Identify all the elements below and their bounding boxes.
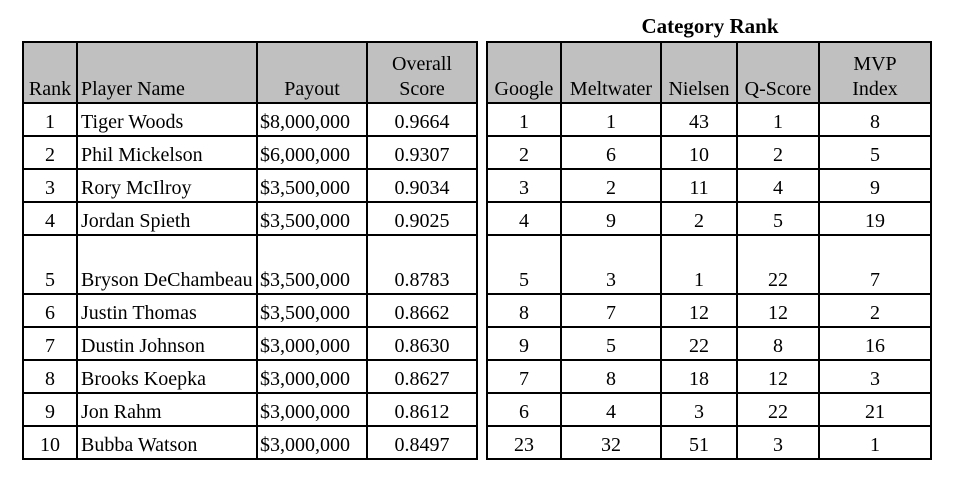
nielsen-rank-cell: 3 (661, 393, 737, 426)
mvp-index-rank-cell: 2 (819, 294, 931, 327)
header-q-score: Q-Score (737, 42, 819, 103)
category-rank-table (486, 41, 932, 460)
overall-score-cell: 0.9307 (367, 136, 477, 169)
q-score-rank-cell: 8 (737, 327, 819, 360)
rank-cell: 7 (23, 327, 77, 360)
google-rank-cell: 9 (487, 327, 561, 360)
payout-cell: $3,000,000 (257, 360, 367, 393)
player-name-cell: Jon Rahm (77, 393, 257, 426)
overall-score-cell: 0.9025 (367, 202, 477, 235)
overall-score-cell: 0.8662 (367, 294, 477, 327)
payout-cell: $6,000,000 (257, 136, 367, 169)
q-score-rank-cell: 12 (737, 360, 819, 393)
payout-cell: $8,000,000 (257, 103, 367, 136)
header-meltwater: Meltwater (561, 42, 661, 103)
google-rank-cell: 23 (487, 426, 561, 459)
q-score-rank-cell: 22 (737, 393, 819, 426)
payout-cell: $3,500,000 (257, 294, 367, 327)
google-rank-cell: 3 (487, 169, 561, 202)
payout-cell: $3,000,000 (257, 327, 367, 360)
nielsen-rank-cell: 10 (661, 136, 737, 169)
overall-score-cell: 0.8612 (367, 393, 477, 426)
overall-score-cell: 0.9034 (367, 169, 477, 202)
mvp-index-rank-cell: 9 (819, 169, 931, 202)
google-rank-cell: 4 (487, 202, 561, 235)
player-name-cell: Jordan Spieth (77, 202, 257, 235)
q-score-rank-cell: 5 (737, 202, 819, 235)
rank-cell: 6 (23, 294, 77, 327)
player-name-cell: Bubba Watson (77, 426, 257, 459)
meltwater-rank-cell: 7 (561, 294, 661, 327)
q-score-rank-cell: 3 (737, 426, 819, 459)
meltwater-rank-cell: 1 (561, 103, 661, 136)
mvp-index-rank-cell: 19 (819, 202, 931, 235)
overall-score-cell: 0.8783 (367, 235, 477, 294)
table-row (487, 426, 931, 459)
mvp-index-rank-cell: 8 (819, 103, 931, 136)
q-score-rank-cell: 2 (737, 136, 819, 169)
meltwater-rank-cell: 32 (561, 426, 661, 459)
player-name-cell: Justin Thomas (77, 294, 257, 327)
nielsen-rank-cell: 51 (661, 426, 737, 459)
rank-cell: 1 (23, 103, 77, 136)
rank-cell: 3 (23, 169, 77, 202)
mvp-index-rank-cell: 7 (819, 235, 931, 294)
header-payout: Payout (257, 42, 367, 103)
header-google: Google (487, 42, 561, 103)
header-player-name: Player Name (77, 42, 257, 103)
nielsen-rank-cell: 18 (661, 360, 737, 393)
player-table (22, 41, 478, 460)
meltwater-rank-cell: 4 (561, 393, 661, 426)
mvp-index-rank-cell: 3 (819, 360, 931, 393)
meltwater-rank-cell: 2 (561, 169, 661, 202)
table-row (23, 327, 477, 360)
mvp-index-rank-cell: 21 (819, 393, 931, 426)
overall-score-cell: 0.8497 (367, 426, 477, 459)
payout-cell: $3,500,000 (257, 235, 367, 294)
overall-score-cell: 0.8630 (367, 327, 477, 360)
meltwater-rank-cell: 3 (561, 235, 661, 294)
mvp-index-rank-cell: 1 (819, 426, 931, 459)
nielsen-rank-cell: 1 (661, 235, 737, 294)
google-rank-cell: 1 (487, 103, 561, 136)
mvp-index-rank-cell: 5 (819, 136, 931, 169)
nielsen-rank-cell: 12 (661, 294, 737, 327)
player-name-cell: Phil Mickelson (77, 136, 257, 169)
nielsen-rank-cell: 43 (661, 103, 737, 136)
payout-cell: $3,000,000 (257, 426, 367, 459)
player-name-cell: Dustin Johnson (77, 327, 257, 360)
table-row (487, 393, 931, 426)
table-row (487, 327, 931, 360)
table-row (487, 103, 931, 136)
google-rank-cell: 7 (487, 360, 561, 393)
table-row (23, 136, 477, 169)
table-row (23, 360, 477, 393)
meltwater-rank-cell: 5 (561, 327, 661, 360)
table-row (23, 103, 477, 136)
rank-cell: 5 (23, 235, 77, 294)
rank-cell: 4 (23, 202, 77, 235)
player-name-cell: Tiger Woods (77, 103, 257, 136)
google-rank-cell: 2 (487, 136, 561, 169)
table-row (23, 202, 477, 235)
payout-cell: $3,000,000 (257, 393, 367, 426)
header-mvp-index: MVP Index (819, 42, 931, 103)
nielsen-rank-cell: 11 (661, 169, 737, 202)
payout-cell: $3,500,000 (257, 169, 367, 202)
nielsen-rank-cell: 22 (661, 327, 737, 360)
table-row (23, 235, 477, 294)
overall-score-cell: 0.9664 (367, 103, 477, 136)
nielsen-rank-cell: 2 (661, 202, 737, 235)
rank-cell: 8 (23, 360, 77, 393)
header-nielsen: Nielsen (661, 42, 737, 103)
header-rank: Rank (23, 42, 77, 103)
header-overall-score: Overall Score (367, 42, 477, 103)
payout-cell: $3,500,000 (257, 202, 367, 235)
category-table-header-row (487, 42, 931, 103)
q-score-rank-cell: 4 (737, 169, 819, 202)
overall-score-cell: 0.8627 (367, 360, 477, 393)
mvp-index-rank-cell: 16 (819, 327, 931, 360)
q-score-rank-cell: 12 (737, 294, 819, 327)
table-row (23, 393, 477, 426)
table-row (487, 235, 931, 294)
player-name-cell: Bryson DeChambeau (77, 235, 257, 294)
meltwater-rank-cell: 9 (561, 202, 661, 235)
rank-cell: 9 (23, 393, 77, 426)
google-rank-cell: 8 (487, 294, 561, 327)
table-row (487, 202, 931, 235)
google-rank-cell: 6 (487, 393, 561, 426)
rank-cell: 10 (23, 426, 77, 459)
table-row (487, 294, 931, 327)
category-rank-title: Category Rank (641, 14, 779, 38)
rank-cell: 2 (23, 136, 77, 169)
player-name-cell: Brooks Koepka (77, 360, 257, 393)
player-table-header-row (23, 42, 477, 103)
meltwater-rank-cell: 6 (561, 136, 661, 169)
table-row (23, 169, 477, 202)
table-row (487, 136, 931, 169)
q-score-rank-cell: 22 (737, 235, 819, 294)
table-row (487, 360, 931, 393)
q-score-rank-cell: 1 (737, 103, 819, 136)
player-name-cell: Rory McIlroy (77, 169, 257, 202)
table-row (23, 294, 477, 327)
google-rank-cell: 5 (487, 235, 561, 294)
table-row (487, 169, 931, 202)
meltwater-rank-cell: 8 (561, 360, 661, 393)
table-row (23, 426, 477, 459)
